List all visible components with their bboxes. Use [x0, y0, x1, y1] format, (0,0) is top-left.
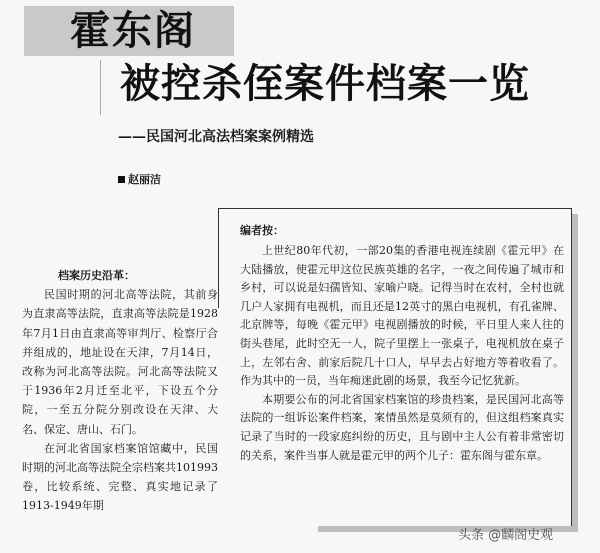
- editor-note-label: 编者按：: [240, 224, 284, 237]
- archive-history-paragraph-1: 民国时期的河北高等法院，其前身为直隶高等法院，直隶高等法院是1928年7月1日由直隶高等审判厅、检察厅合并组成的，地址设在天津，7月14日，改称为河北高等法院。河北高等法院又于1936年2月迁至北平，下设五个分院，一至五分院分别改设在天津、大名、保定、唐山、石门。: [22, 288, 218, 436]
- editor-note-paragraph-2: 本期要公布的河北省国家档案馆的珍贵档案，是民国河北高等法院的一组诉讼案件档案，案情虽然是莫须有的，但这组档案真实记录了当时的一段家庭纠纷的历史，且与剧中主人公有着非常密切的关系，案件当事人就是霍元甲的两个儿子：霍东阁与霍东章。: [240, 392, 564, 462]
- subtitle: ——民国河北高法档案案例精选: [118, 129, 314, 145]
- title-divider: [100, 60, 101, 115]
- editor-note-paragraph-1: 上世纪80年代初，一部20集的香港电视连续剧《霍元甲》在大陆播放，使霍元甲这位民族英雄的名字，一夜之间传遍了城市和乡村，可以说是妇孺皆知、家喻户晓。记得当时在农村，全村也就几户人家拥有电视机，而且还是12英寸的黑白电视机，有孔雀牌、北京牌等，每晚《霍元甲》电视剧播放的时候，平日里人来人往的街头巷尾，此时空无一人，院子里摆上一张桌子，电视机放在桌子上，左邻右舍、前家后院几十口人，早早去占好地方等着收看了。作为其中的一员，当年痴迷此剧的场景，我至今记忆犹新。: [240, 244, 564, 388]
- source-watermark: 头条 @麟阁史观: [458, 528, 554, 543]
- archive-history-paragraph-2: 在河北省国家档案馆馆藏中，民国时期的河北高等法院全宗档案共101993卷，比较系统、完整、真实地记录了1913-1949年期: [22, 441, 218, 513]
- square-bullet-icon: [118, 176, 125, 183]
- title-line-2: 被控杀侄案件档案一览: [120, 60, 530, 107]
- title-line-1: 霍东阁: [70, 7, 196, 54]
- author-line: [118, 171, 161, 187]
- box-border-left: [218, 208, 219, 308]
- editor-note-text: [240, 242, 564, 465]
- archive-history-column: [22, 266, 218, 516]
- box-shadow-right: [572, 214, 578, 532]
- archive-history-heading: 档案历史沿革：: [58, 269, 135, 282]
- box-border-top: [218, 208, 572, 209]
- author-name: 赵丽洁: [128, 173, 161, 186]
